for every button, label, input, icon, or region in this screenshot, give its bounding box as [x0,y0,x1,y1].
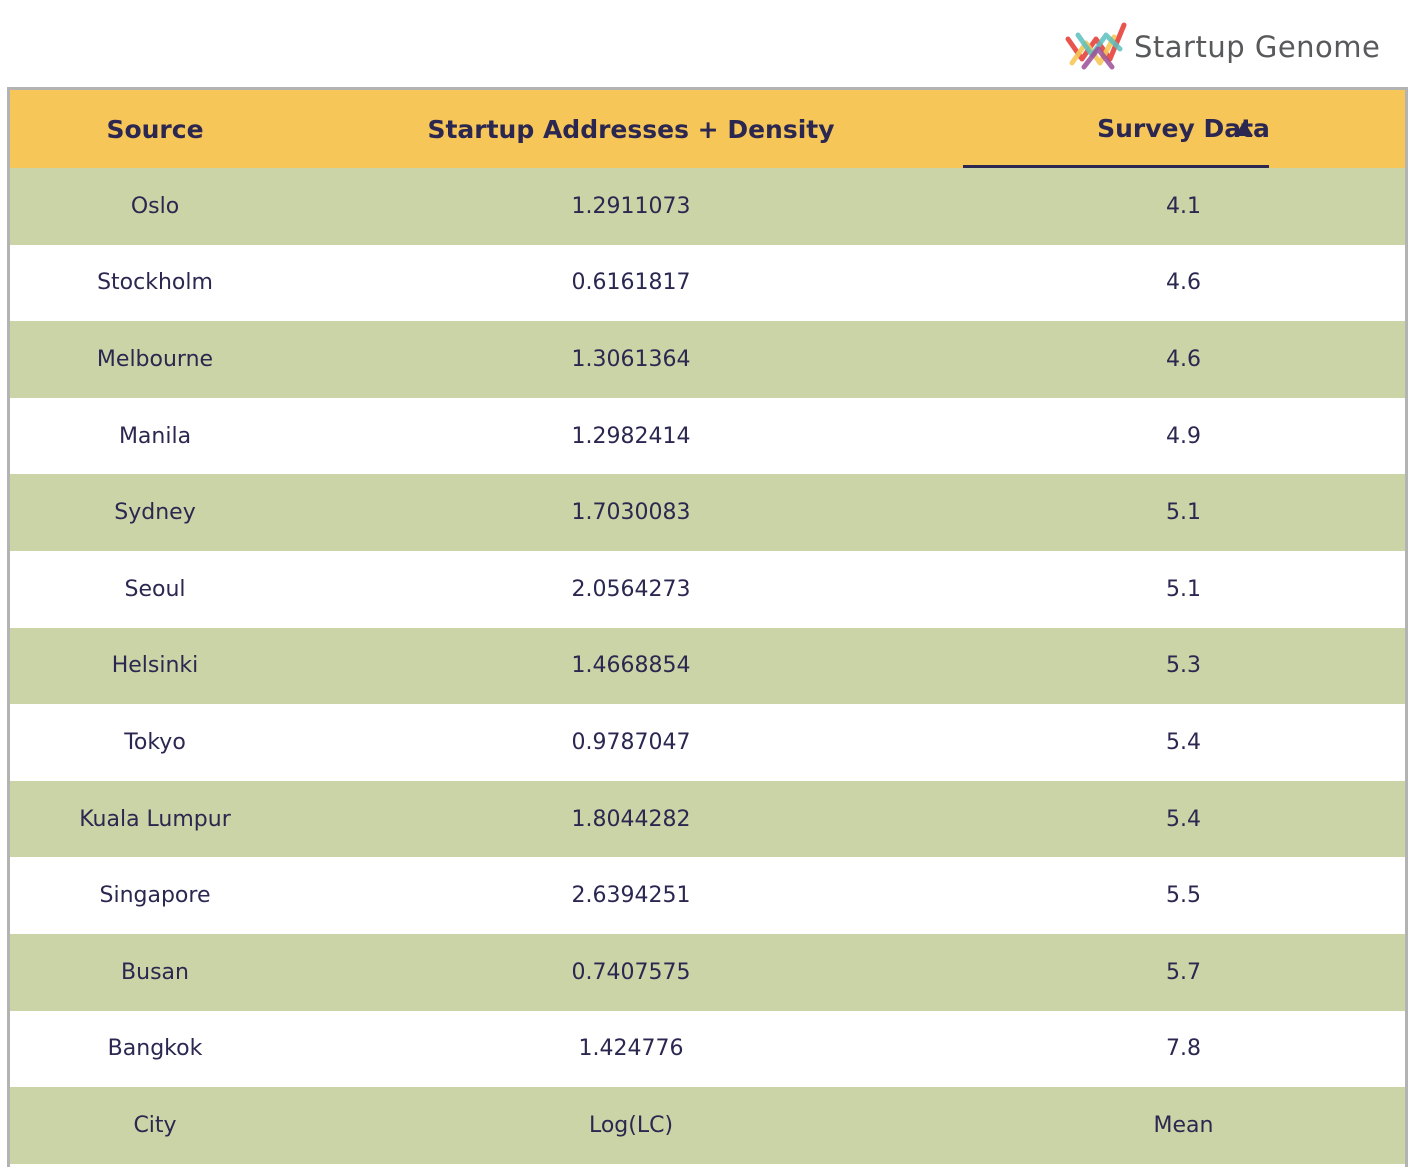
cell-survey: 5.7 [1166,959,1201,985]
cell-survey: 5.5 [1166,883,1201,909]
cell-source: Bangkok [107,1036,203,1062]
startup-genome-logo-icon [1064,19,1134,75]
cell-source: Seoul [124,576,186,602]
cell-survey: 5.1 [1166,576,1201,602]
cell-addresses: 0.9787047 [571,729,691,755]
table-row [10,474,1405,551]
cell-source: Oslo [130,193,180,219]
cell-addresses: 1.424776 [578,1036,684,1062]
cell-survey: 5.4 [1166,806,1201,832]
cell-source: Stockholm [97,270,213,296]
table-row [10,321,1405,398]
column-header-survey-label: Survey Data [1097,114,1270,143]
cell-addresses: 0.7407575 [571,959,691,985]
table-header-row [10,90,1405,168]
cell-addresses: 2.0564273 [571,576,691,602]
data-table-frame [7,87,1408,1167]
cell-addresses: 1.2982414 [571,423,691,449]
table-row [10,781,1405,858]
cell-source: Singapore [99,883,211,909]
sort-ascending-icon [1235,121,1253,136]
cell-source: Helsinki [111,653,199,679]
cell-survey: 7.8 [1166,1036,1201,1062]
cell-survey: 5.1 [1166,500,1201,526]
cell-addresses: 1.3061364 [571,346,691,372]
cell-source: Tokyo [124,729,186,755]
table-row [10,628,1405,705]
brand[interactable] [1064,18,1380,76]
cell-source: Busan [121,959,189,985]
table-row [10,857,1405,934]
cell-addresses: 1.7030083 [571,500,691,526]
table-row [10,245,1405,322]
table-body [10,168,1405,1164]
sorted-column-indicator [963,165,1269,168]
cell-survey: 4.6 [1166,270,1201,296]
cell-addresses: 1.2911073 [571,193,691,219]
cell-survey: 5.4 [1166,729,1201,755]
cell-survey: 4.9 [1166,423,1201,449]
cell-survey: 5.3 [1166,653,1201,679]
column-header-addresses[interactable]: Startup Addresses + Density [427,114,835,144]
cell-survey: 4.6 [1166,346,1201,372]
column-header-source[interactable]: Source [106,114,204,144]
cell-source: Kuala Lumpur [79,806,231,832]
table-row [10,551,1405,628]
cell-source: City [133,1112,177,1138]
column-header-survey[interactable] [962,90,1405,168]
cell-addresses: 1.4668854 [571,653,691,679]
cell-source: Manila [118,423,192,449]
table-row [10,1087,1405,1164]
cell-survey: Mean [1153,1112,1214,1138]
table-row [10,1011,1405,1088]
data-table [10,90,1405,1164]
cell-addresses: 0.6161817 [571,270,691,296]
table-row [10,168,1405,245]
brand-name: Startup Genome [1134,30,1381,64]
table-row [10,398,1405,475]
cell-addresses: 2.6394251 [571,883,691,909]
cell-survey: 4.1 [1166,193,1201,219]
table-row [10,934,1405,1011]
cell-source: Melbourne [96,346,214,372]
cell-addresses: 1.8044282 [571,806,691,832]
cell-source: Sydney [114,500,196,526]
table-row [10,704,1405,781]
cell-addresses: Log(LC) [588,1112,674,1138]
